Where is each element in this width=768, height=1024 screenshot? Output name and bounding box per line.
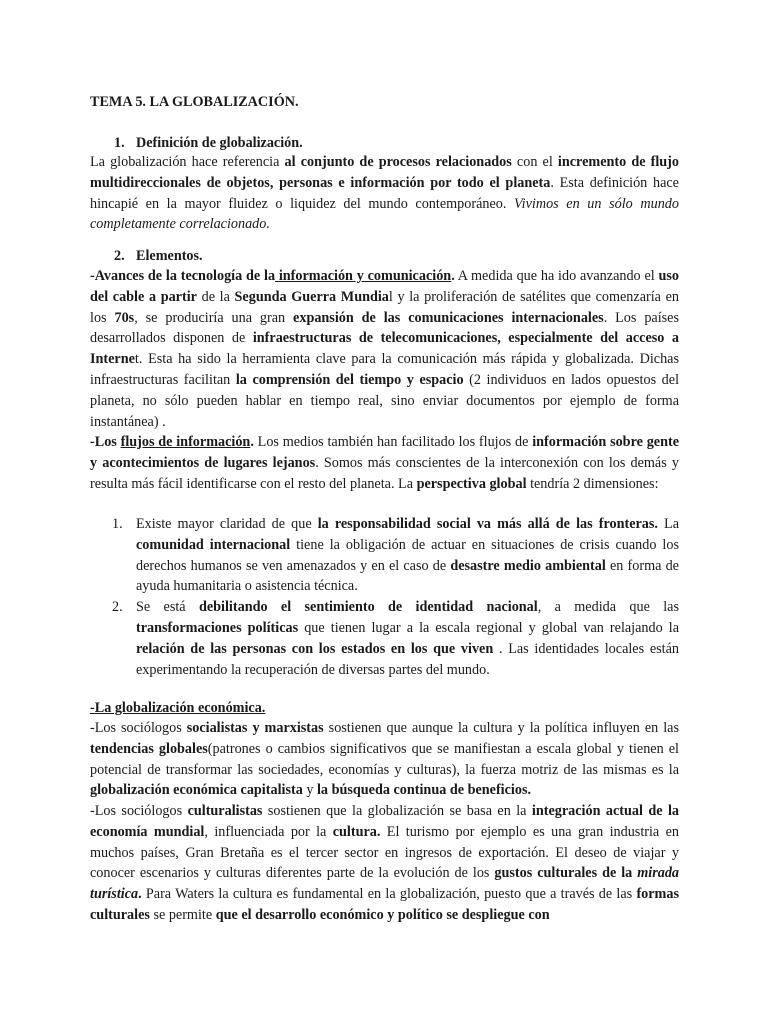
text-run: -Avances de la tecnología de la [90, 268, 276, 284]
text-run: sostienen que aunque la cultura y la política influyen en las [323, 720, 679, 736]
text-run: . [250, 434, 254, 450]
section-1-heading [114, 135, 303, 152]
text-run: t. Esta ha sido la herramienta clave para la comunicación más rápida y globalizada. Dichas infraestructuras facilitan [90, 351, 679, 388]
text-run: información y comunicación [275, 268, 452, 284]
text-run: y [302, 782, 317, 799]
text-run: uso del cable a partir [90, 268, 680, 305]
text-run: , se produciría una gran [134, 309, 294, 326]
text-run: integración actual de la economía mundial [90, 803, 680, 840]
document-title: TEMA 5. LA GLOBALIZACIÓN. [90, 94, 299, 110]
text-run: relación de las personas con los estados en los que viven [136, 640, 494, 657]
text-run: . Esta definición hace hincapié en la mayor fluidez o liquidez del mundo contemporáneo. [90, 174, 679, 212]
list-item-number: 1. [112, 516, 123, 532]
text-run: culturalistas [187, 803, 263, 819]
text-run: -Los [90, 434, 121, 450]
text-run: . [451, 268, 455, 284]
text-run: flujos de información [120, 434, 251, 450]
text-run: El turismo por ejemplo es una gran industria en muchos países, Gran Bretaña es el tercer sector en ingresos de exportación. El deseo de viajar y conocer escenarios y culturas diferentes parte de la evolución de los [90, 823, 679, 882]
section-2-number: 2. [114, 248, 125, 264]
list-item-number: 2. [112, 599, 123, 616]
text-run: con el [511, 154, 558, 170]
text-run: . Los países desarrollados disponen de [90, 309, 679, 347]
section-3-paragraph-culturalists [90, 801, 679, 926]
text-run: Para Waters la cultura es fundamental en la globalización, puesto que a través de las [141, 886, 637, 903]
text-run: que tienen lugar a la escala regional y global van relajando la [298, 619, 680, 636]
text-run: . Las identidades locales están experimentando la recuperación de diversas partes del mundo. [136, 640, 679, 678]
text-run: (patrones o cambios significativos que se manifiestan a escala global y tienen el potencial de transformar las sociedades, economías y culturas), la fuerza motriz de las mismas es la [90, 740, 679, 778]
section-3-heading: -La globalización económica. [90, 700, 266, 716]
text-run: globalización económica capitalista [90, 782, 303, 799]
text-run: desastre medio ambiental [450, 557, 606, 574]
text-run: información sobre gente y acontecimientos de lugares lejanos [90, 434, 679, 471]
text-run: La globalización hace referencia [90, 154, 285, 170]
text-run: comunidad internacional [136, 536, 291, 553]
text-run: Vivimos en un sólo mundo completamente correlacionado. [90, 195, 679, 233]
text-run: A medida que ha ido avanzando el [454, 268, 659, 284]
text-run: sostienen que la globalización se basa en la [262, 803, 532, 819]
text-run: , a medida que las [537, 599, 679, 616]
text-run: la comprensión del tiempo y espacio [235, 371, 464, 388]
text-run: perspectiva global [416, 475, 527, 492]
text-run: Existe mayor claridad de que [136, 516, 318, 532]
text-run: , influenciada por la [204, 823, 333, 840]
text-run: tendencias globales [90, 740, 208, 757]
list-item-text [136, 597, 679, 680]
text-run: expansión de las comunicaciones internacionales [293, 309, 604, 326]
text-run: Segunda Guerra Mundia [234, 288, 389, 305]
section-2-title: Elementos. [136, 248, 203, 264]
text-run: cultura. [332, 823, 381, 840]
text-run: debilitando el sentimiento de identidad nacional [198, 599, 538, 616]
text-run: -Los sociólogos [90, 803, 188, 819]
text-run: . [138, 886, 142, 903]
section-1-title: Definición de globalización. [136, 135, 303, 151]
text-run: la búsqueda continua de beneficios. [316, 782, 532, 799]
text-run: tiene la obligación de actuar en situaciones de crisis cuando los derechos humanos se ven amenazados y en el caso de [136, 536, 679, 574]
text-run: infraestructuras de telecomunicaciones, especialmente del acceso a Interne [90, 330, 679, 368]
text-run: se permite [149, 906, 216, 923]
section-2-heading [114, 248, 203, 265]
text-run: de la [196, 288, 235, 305]
text-run: transformaciones políticas [136, 619, 299, 636]
text-run: en forma de ayuda humanitaria o asistencia técnica. [136, 557, 679, 595]
text-run: socialistas y marxistas [186, 720, 324, 736]
section-1-paragraph [90, 152, 679, 235]
text-run: que el desarrollo económico y político se despliegue con [215, 906, 550, 923]
text-run: al conjunto de procesos relacionados [284, 154, 512, 170]
list-item-text [136, 514, 679, 597]
text-run: l y la proliferación de satélites que comenzaría en los [90, 288, 679, 326]
text-run: la responsabilidad social va más allá de las fronteras. [317, 516, 658, 532]
list-item [112, 514, 679, 597]
text-run: incremento de flujo multidireccionales de objetos, personas e información por todo el planeta [90, 154, 679, 191]
text-run: Los medios también han facilitado los flujos de [253, 434, 533, 450]
text-run: gustos culturales de la [494, 865, 638, 882]
text-run: . Somos más conscientes de la interconexión con los demás y resulta más fácil identificarse con el resto del planeta. La [90, 454, 679, 492]
text-run: mirada turística [90, 865, 680, 903]
text-run: tendría 2 dimensiones: [526, 475, 659, 492]
text-run: (2 individuos en lados opuestos del planeta, no sólo pueden hablar en tiempo real, sino enviar documentos por ejemplo de forma instantánea) . [90, 371, 680, 430]
section-1-number: 1. [114, 135, 125, 151]
list-item [112, 597, 679, 680]
section-3-paragraph-socialists [90, 718, 679, 801]
section-2-paragraph-technology [90, 266, 679, 432]
text-run: formas culturales [90, 886, 679, 923]
text-run: Se está [136, 599, 199, 616]
text-run: 70s [114, 309, 135, 326]
global-perspective-list [112, 514, 679, 680]
section-2-paragraph-flows [90, 432, 679, 494]
text-run: La [657, 516, 680, 532]
text-run: -Los sociólogos [90, 720, 187, 736]
